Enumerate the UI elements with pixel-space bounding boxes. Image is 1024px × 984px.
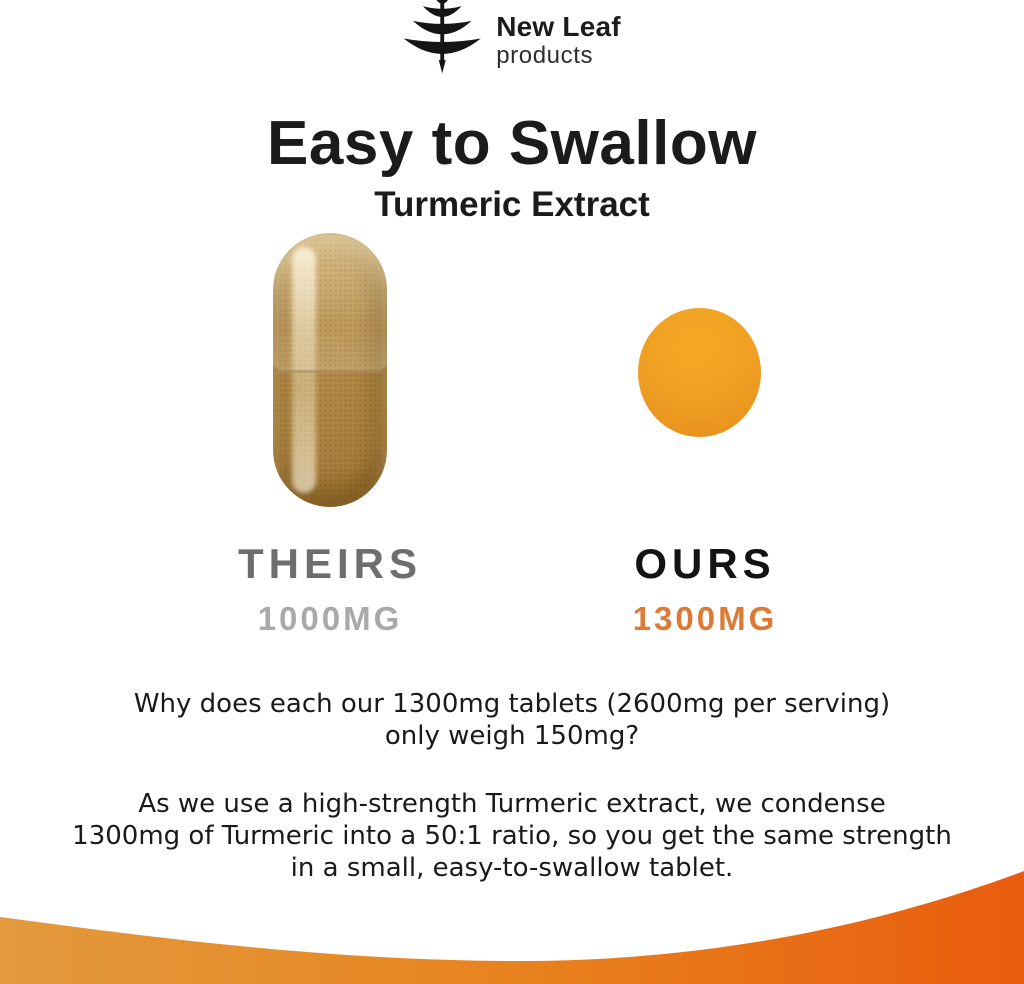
ours-dose: 1300MG [632,600,778,637]
brand-logo [403,0,621,74]
page-subtitle: Turmeric Extract [374,185,650,224]
question-line: only weigh 150mg? [384,721,640,751]
our-tablet-image [638,308,761,437]
page-title: Easy to Swallow [267,109,757,178]
brand-tagline: products [496,42,594,69]
theirs-column [170,540,490,637]
footer-swoosh-graphic [0,869,1024,984]
competitor-capsule-image [273,233,387,507]
answer-line: in a small, easy-to-swallow tablet. [290,853,734,883]
question-text [0,688,1024,752]
theirs-label: THEIRS [237,540,422,587]
tiered-tree-icon [403,0,481,74]
ours-column [545,540,865,637]
answer-line: As we use a high-strength Turmeric extract, we condense [138,789,886,819]
swoosh-shape [0,871,1024,984]
question-line: Why does each our 1300mg tablets (2600mg per serving) [133,689,891,719]
capsule-cap-overlay [273,233,387,373]
ours-label: OURS [634,540,776,587]
brand-name: New Leaf [496,11,621,42]
answer-line: 1300mg of Turmeric into a 50:1 ratio, so you get the same strength [72,821,952,851]
brand-text [496,13,621,68]
theirs-dose: 1000MG [257,600,403,637]
